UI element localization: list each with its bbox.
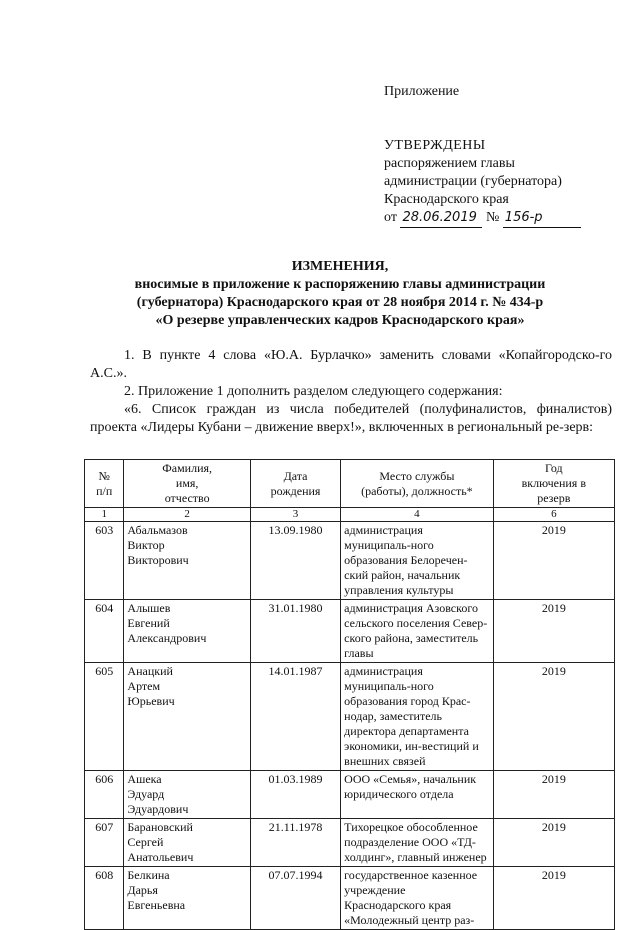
column-number: 3 [250, 508, 340, 522]
approval-line-3: Краснодарского края [384, 192, 509, 207]
paragraph-2: 2. Приложение 1 дополнить разделом следующего содержания: [124, 384, 503, 399]
row-num: 603 [85, 522, 124, 600]
row-num: 606 [85, 771, 124, 819]
surname: Анацкий [127, 664, 173, 678]
body-text [90, 347, 612, 437]
row-year: 2019 [493, 867, 614, 930]
approved-heading: УТВЕРЖДЕНЫ [384, 138, 486, 153]
patronymic: Викторович [127, 553, 189, 567]
first-name: Евгений [127, 616, 170, 630]
row-year: 2019 [493, 522, 614, 600]
row-year: 2019 [493, 663, 614, 771]
approval-line-2: администрации (губернатора) [384, 174, 562, 189]
surname: Барановский [127, 820, 193, 834]
from-label: от [384, 210, 397, 225]
table-row [85, 600, 615, 663]
row-date: 01.03.1989 [250, 771, 340, 819]
row-name [124, 663, 251, 771]
header-num: № п/п [85, 460, 124, 508]
title-heading: ИЗМЕНЕНИЯ, [291, 259, 389, 274]
table-row [85, 771, 615, 819]
patronymic: Юрьевич [127, 694, 175, 708]
row-year: 2019 [493, 819, 614, 867]
title-line-3: «О резерве управленческих кадров Краснодарского края» [155, 313, 525, 328]
paragraph-3: «6. Список граждан из числа победителей (полуфиналистов, финалистов) проекта «Лидеры Кубани – движение вверх!», включенных в региональный ре-зерв: [90, 402, 612, 435]
patronymic: Анатольевич [127, 850, 194, 864]
patronymic: Евгеньевна [127, 898, 186, 912]
row-place: администрация муниципаль-ного образования Белоречен-ский район, начальник управления культуры [341, 522, 493, 600]
row-date: 13.09.1980 [250, 522, 340, 600]
column-number: 2 [124, 508, 251, 522]
column-number: 1 [85, 508, 124, 522]
row-num: 604 [85, 600, 124, 663]
first-name: Виктор [127, 538, 165, 552]
title-line-2: (губернатора) Краснодарского края от 28 ноября 2014 г. № 434-р [136, 295, 544, 310]
handwritten-date: 28.06.2019 [400, 209, 482, 228]
column-number: 4 [341, 508, 493, 522]
row-place: государственное казенное учреждение Краснодарского края «Молодежный центр раз- [341, 867, 493, 930]
table-row [85, 522, 615, 600]
first-name: Сергей [127, 835, 164, 849]
header-place: Место службы (работы), должность* [341, 460, 493, 508]
row-name [124, 771, 251, 819]
row-place: администрация муниципаль-ного образования город Крас-нодар, заместитель директора департамента экономики, ин-вестиций и внешних связей [341, 663, 493, 771]
row-place: ООО «Семья», начальник юридического отдела [341, 771, 493, 819]
first-name: Дарья [127, 883, 158, 897]
row-date: 21.11.1978 [250, 819, 340, 867]
row-year: 2019 [493, 771, 614, 819]
table-row [85, 867, 615, 930]
first-name: Артем [127, 679, 161, 693]
approval-block [384, 137, 581, 228]
patronymic: Эдуардович [127, 802, 189, 816]
row-date: 14.01.1987 [250, 663, 340, 771]
header-year: Год включения в резерв [493, 460, 614, 508]
approval-line-1: распоряжением главы [384, 156, 515, 171]
surname: Ашека [127, 772, 162, 786]
table-row [85, 663, 615, 771]
row-year: 2019 [493, 600, 614, 663]
row-name [124, 600, 251, 663]
paragraph-1: 1. В пункте 4 слова «Ю.А. Бурлачко» заменить словами «Копайгородско-го А.С.». [90, 348, 612, 381]
row-date: 31.01.1980 [250, 600, 340, 663]
row-name [124, 522, 251, 600]
patronymic: Александрович [127, 631, 207, 645]
document-title [60, 258, 620, 330]
appendix-label: Приложение [384, 84, 460, 99]
handwritten-number: 156-р [503, 209, 581, 228]
column-number-row [85, 508, 615, 522]
surname: Белкина [127, 868, 170, 882]
header-name: Фамилия, имя, отчество [124, 460, 251, 508]
row-num: 605 [85, 663, 124, 771]
title-line-1: вносимые в приложение к распоряжению главы администрации [134, 277, 546, 292]
row-place: Тихорецкое обособленное подразделение ООО «ТД-холдинг», главный инженер [341, 819, 493, 867]
reserve-table [84, 459, 615, 930]
surname: Абальмазов [127, 523, 188, 537]
table-header-row [85, 460, 615, 508]
row-place: администрация Азовского сельского поселения Север-ского района, заместитель главы [341, 600, 493, 663]
column-number: 6 [493, 508, 614, 522]
number-label: № [485, 210, 500, 225]
row-date: 07.07.1994 [250, 867, 340, 930]
row-num: 607 [85, 819, 124, 867]
table-row [85, 819, 615, 867]
surname: Алышев [127, 601, 171, 615]
row-name [124, 819, 251, 867]
first-name: Эдуард [127, 787, 165, 801]
header-date: Дата рождения [250, 460, 340, 508]
row-num: 608 [85, 867, 124, 930]
row-name [124, 867, 251, 930]
approval-date-line [384, 209, 581, 228]
